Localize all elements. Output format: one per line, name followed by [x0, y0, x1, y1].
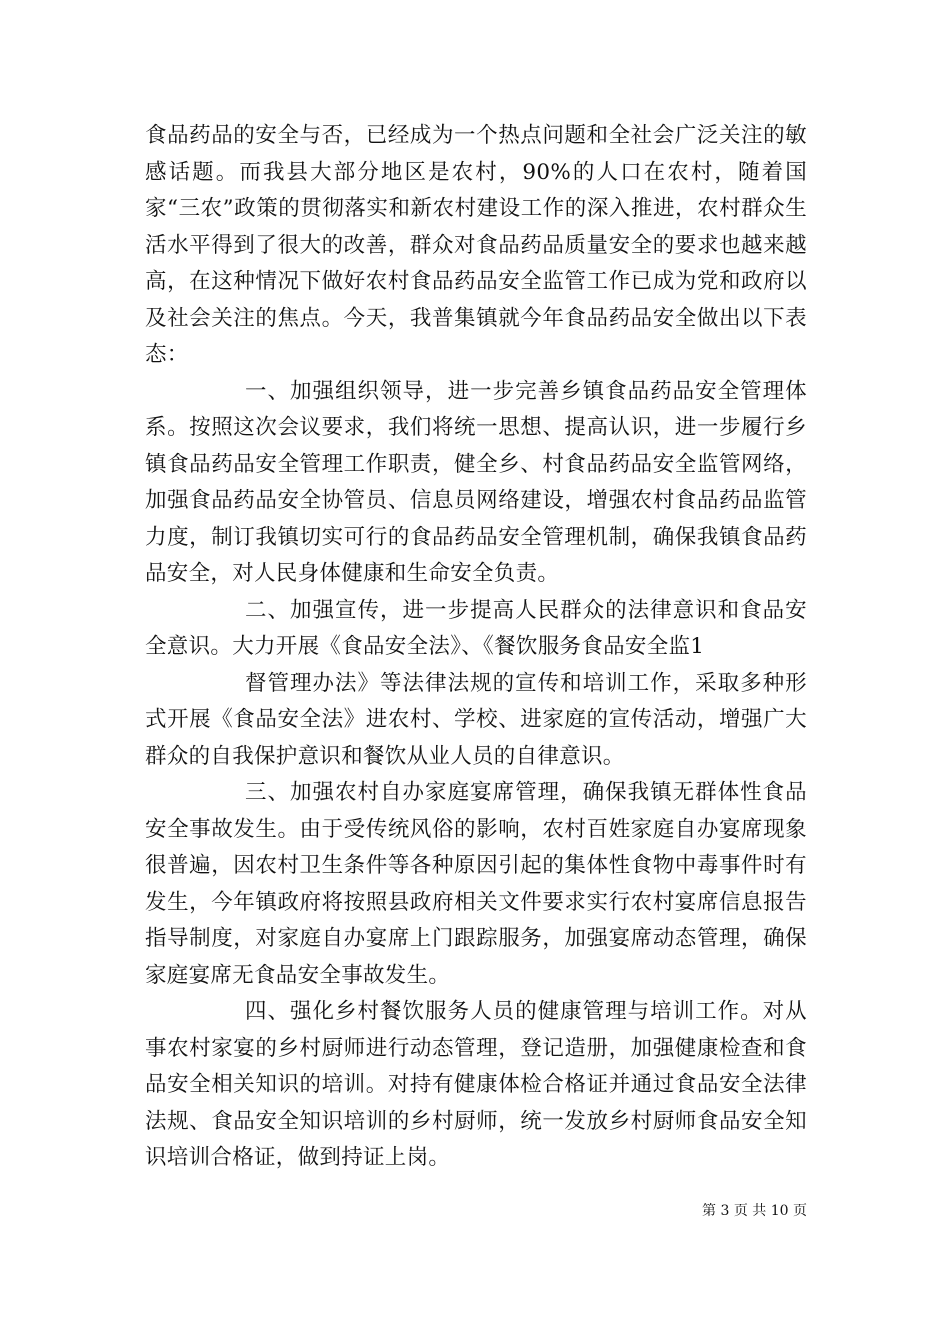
- paragraph-point-two: 二、加强宣传，进一步提高人民群众的法律意识和食品安全意识。大力开展《食品安全法》、《餐饮服务食品安全监1: [145, 597, 807, 659]
- paragraph-intro: 食品药品的安全与否，已经成为一个热点问题和全社会广泛关注的敏感话题。而我县大部分地区是农村，90%的人口在农村，随着国家“三农”政策的贯彻落实和新农村建设工作的深入推进，农村群众生活水平得到了很大的改善，群众对食品药品质量安全的要求也越来越高，在这种情况下做好农村食品药品安全监管工作已成为党和政府以及社会关注的焦点。今天，我普集镇就今年食品药品安全做出以下表态：: [145, 123, 807, 367]
- paragraph-point-one: 一、加强组织领导，进一步完善乡镇食品药品安全管理体系。按照这次会议要求，我们将统一思想、提高认识，进一步履行乡镇食品药品安全管理工作职责，健全乡、村食品药品安全监管网络，加强食品药品安全协管员、信息员网络建设，增强农村食品药品监管力度，制订我镇切实可行的食品药品安全管理机制，确保我镇食品药品安全，对人民身体健康和生命安全负责。: [145, 378, 807, 586]
- document-body: [145, 118, 807, 1177]
- paragraph-point-three: 三、加强农村自办家庭宴席管理，确保我镇无群体性食品安全事故发生。由于受传统风俗的影响，农村百姓家庭自办宴席现象很普遍，因农村卫生条件等各种原因引起的集体性食物中毒事件时有发生，今年镇政府将按照县政府相关文件要求实行农村宴席信息报告指导制度，对家庭自办宴席上门跟踪服务，加强宴席动态管理，确保家庭宴席无食品安全事故发生。: [145, 780, 807, 988]
- paragraph-point-two-continued: 督管理办法》等法律法规的宣传和培训工作，采取多种形式开展《食品安全法》进农村、学校、进家庭的宣传活动，增强广大群众的自我保护意识和餐饮从业人员的自律意识。: [145, 670, 807, 769]
- page-number-footer: 第 3 页 共 10 页: [702, 1203, 807, 1219]
- paragraph-point-four: 四、强化乡村餐饮服务人员的健康管理与培训工作。对从事农村家宴的乡村厨师进行动态管理，登记造册，加强健康检查和食品安全相关知识的培训。对持有健康体检合格证并通过食品安全法律法规、食品安全知识培训的乡村厨师，统一发放乡村厨师食品安全知识培训合格证，做到持证上岗。: [145, 999, 807, 1170]
